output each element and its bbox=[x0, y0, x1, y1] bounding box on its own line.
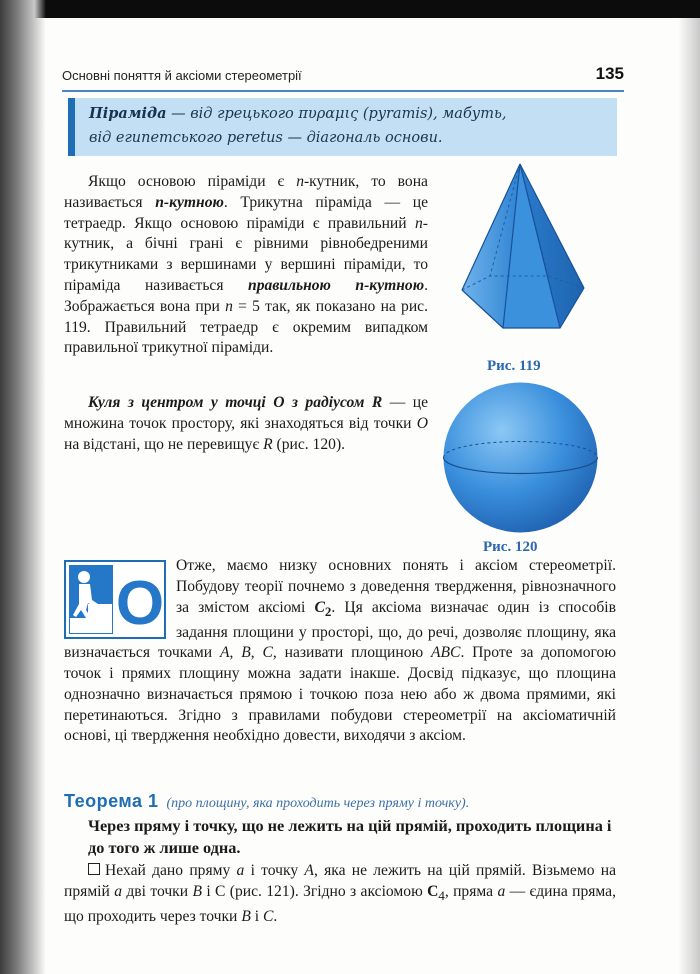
header-rule bbox=[62, 90, 624, 92]
reader-stairs-icon bbox=[64, 560, 166, 639]
page-edge-shadow bbox=[678, 18, 700, 974]
paragraph-proof: Нехай дано пряму a і точку A, яка не лежить на цій прямій. Візьмемо на прямій a дві точки B і C (рис. 121). Згідно з аксіомою $C_4$, пряма a — єдина пряма, що проходить через точки B і C. bbox=[64, 862, 616, 925]
chapter-title: Основні поняття й аксіоми стереометрії bbox=[62, 68, 302, 83]
etymology-line2: від египетського peretus — діагональ основи. bbox=[89, 130, 443, 146]
theorem-statement: Через пряму і точку, що не лежить на цій прямій, проходить площина і до того ж лише одна. bbox=[88, 816, 612, 857]
pyramid-figure bbox=[450, 158, 590, 358]
figure-120-caption: Рис. 120 bbox=[483, 539, 538, 555]
paragraph-pyramid: Якщо основою піраміди є n-кутник, то вона називається n-кутною. Трикутна піраміда — це тетраедр. Якщо основою піраміди є правильний n-кутник, а бічні грані є рівними рівнобедреними трикутниками з вершинами у вершині піраміди, то піраміда називається правильною n-кутною. Зображається вона при n = 5 так, як показано на рис. 119. Правильний тетраедр є окремим випадком правильної трикутної піраміди. bbox=[64, 173, 429, 357]
paragraph-axioms: O Отже, маємо низку основних понять і аксіом стереометрії. Побудову теорії почнемо з доведення твердження, рівнозначного за змістом аксіомі $C_2$. Ця аксіома визначає один із способів задання площини у просторі, що, до речі, дозволяє площину, яка визначається точками A, B, C, називати площиною ABC. Проте за допомогою точок і прямих площину можна задати інакше. Досвід підказує, що площина однозначно визначається прямою і точкою поза нею або ж двома прямими, які перетинаються. Згідно з правилами побудови стереометрії на аксіоматичній основі, ці твердження необхідно довести, виходячи з аксіом. bbox=[64, 557, 616, 745]
ball-definition-term: Куля з центром у точці O з радіусом R bbox=[88, 394, 383, 411]
etymology-term: Піраміда bbox=[89, 105, 167, 122]
scan-top-edge bbox=[0, 0, 700, 18]
paragraph-ball: Куля з центром у точці O з радіусом R — це множина точок простору, які знаходяться від точки O на відстані, що не перевищує R (рис. 120). bbox=[64, 394, 428, 453]
book-spine-shadow bbox=[0, 0, 46, 974]
running-header bbox=[62, 64, 624, 90]
proof-start-icon bbox=[88, 863, 100, 875]
sphere-figure bbox=[441, 380, 600, 535]
theorem-subtitle: (про площину, яка проходить через пряму і точку). bbox=[166, 796, 470, 811]
figure-119-caption: Рис. 119 bbox=[487, 358, 541, 374]
etymology-line1: — від грецького πυραμις (pyramis), мабуть, bbox=[166, 106, 507, 122]
theorem-heading bbox=[64, 791, 624, 812]
theorem-title: Теорема 1 bbox=[64, 791, 159, 811]
etymology-box bbox=[68, 98, 617, 156]
page-number: 135 bbox=[595, 64, 624, 83]
icon-letter: O bbox=[115, 569, 165, 638]
